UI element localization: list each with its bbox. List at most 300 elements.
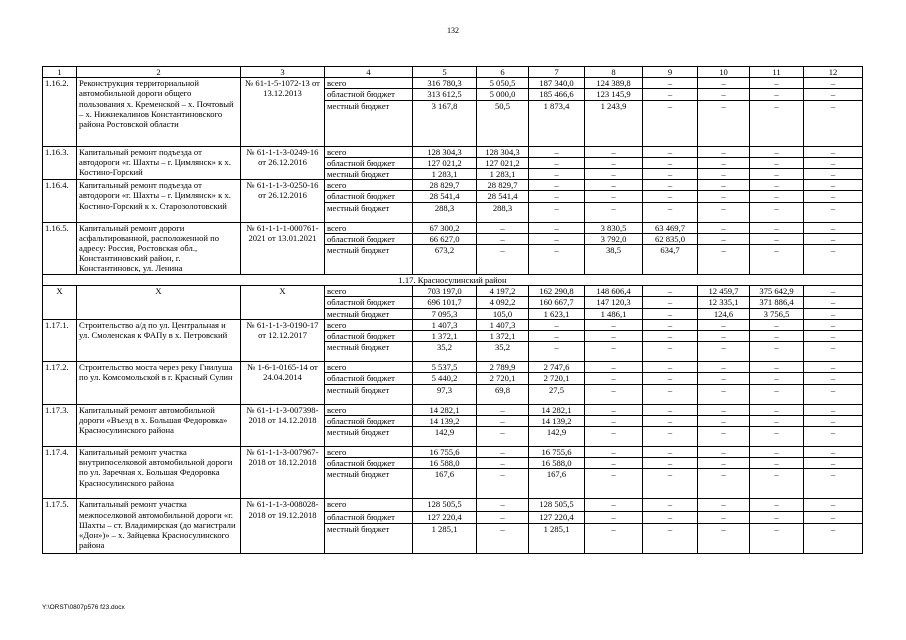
table-row [43,146,863,157]
amount-cell: 127 220,4 [529,512,585,523]
amount-cell: – [698,458,750,469]
amount-cell: 50,5 [477,100,529,146]
amount-cell: – [804,245,863,275]
header-cell: 3 [241,67,325,78]
amount-cell: – [750,245,804,275]
amount-cell: 16 755,6 [529,447,585,458]
amount-cell: 35,2 [413,342,477,362]
amount-cell: 124,6 [698,308,750,319]
amount-cell: – [643,469,698,499]
amount-cell: 1 285,1 [413,523,477,553]
amount-cell: – [698,447,750,458]
amount-cell: – [750,146,804,157]
row-number: 1.16.4. [43,180,77,222]
amount-cell: – [804,458,863,469]
amount-cell: – [750,447,804,458]
file-path-footer: Y:\ORST\0807p576 f23.docx [42,604,125,611]
amount-cell: – [750,384,804,404]
amount-cell: 3 792,0 [585,233,643,244]
amount-cell: – [698,233,750,244]
amount-cell: – [643,523,698,553]
amount-cell: 1 372,1 [413,331,477,342]
amount-cell: – [804,447,863,458]
funding-source: областной бюджет [325,373,413,384]
amount-cell: – [529,180,585,191]
amount-cell: – [643,362,698,373]
amount-cell: 66 627,0 [413,233,477,244]
table-row [43,499,863,512]
amount-cell: – [804,404,863,415]
document-ref: № 61-1-1-3-0250-16 от 26.12.2016 [241,180,325,222]
amount-cell: 127 220,4 [413,512,477,523]
amount-cell: 2 789,9 [477,362,529,373]
header-cell: 5 [413,67,477,78]
amount-cell: – [804,169,863,180]
amount-cell: 35,2 [477,342,529,362]
funding-source: всего [325,447,413,458]
amount-cell: 1 407,3 [477,319,529,330]
amount-cell: 16 755,6 [413,447,477,458]
amount-cell: 187 340,0 [529,78,585,89]
amount-cell: – [585,362,643,373]
amount-cell: – [643,286,698,297]
amount-cell: – [698,146,750,157]
amount-cell: – [585,469,643,499]
amount-cell: 148 606,4 [585,286,643,297]
header-cell: 2 [77,67,241,78]
amount-cell: – [698,469,750,499]
object-name: Реконструкция территориальной автомобильной дороги общего пользования х. Кременской – х. Почтовый – х. Нижнекалинов Константиновского района Ростовской области [77,78,241,146]
amount-cell: – [585,447,643,458]
amount-cell: – [750,180,804,191]
amount-cell: – [698,373,750,384]
amount-cell: – [698,245,750,275]
funding-source: всего [325,319,413,330]
amount-cell: – [750,404,804,415]
amount-cell: 1 243,9 [585,100,643,146]
section-total-x-doc: Х [241,286,325,320]
amount-cell: – [698,191,750,202]
object-name: Капитальный ремонт участка внутрипоселковой автомобильной дороги по ул. Заречная х. Большая Федоровка Красносулинского района [77,447,241,499]
document-ref: № 61-1-1-3-007967-2018 от 18.12.2018 [241,447,325,499]
amount-cell: 160 667,7 [529,297,585,308]
amount-cell: – [529,157,585,168]
amount-cell: 5 050,5 [477,78,529,89]
amount-cell: – [643,499,698,512]
amount-cell: – [585,373,643,384]
document-ref: № 61-1-5-1072-13 от 13.12.2013 [241,78,325,146]
amount-cell: 97,3 [413,384,477,404]
amount-cell: 14 139,2 [413,415,477,426]
amount-cell: 14 282,1 [529,404,585,415]
row-number: 1.17.5. [43,499,77,553]
object-name: Строительство а/д по ул. Центральная и ул. Смоленская к ФАПу в х. Петровский [77,319,241,361]
amount-cell: – [698,169,750,180]
amount-cell: – [477,404,529,415]
budget-table [42,66,863,554]
amount-cell: – [804,180,863,191]
amount-cell: – [643,157,698,168]
amount-cell: – [529,169,585,180]
amount-cell: – [804,512,863,523]
amount-cell: 128 304,3 [413,146,477,157]
funding-source: областной бюджет [325,512,413,523]
amount-cell: 127 021,2 [477,157,529,168]
section-total-x-id: Х [43,286,77,320]
funding-source: местный бюджет [325,202,413,222]
amount-cell: – [643,297,698,308]
amount-cell: 128 505,5 [529,499,585,512]
object-name: Капитальный ремонт автомобильной дороги «Въезд в х. Большая Федоровка» Красносулинского района [77,404,241,446]
header-cell: 6 [477,67,529,78]
amount-cell: – [804,89,863,100]
amount-cell: – [750,362,804,373]
amount-cell: 5 537,5 [413,362,477,373]
amount-cell: – [750,191,804,202]
amount-cell: – [643,146,698,157]
funding-source: областной бюджет [325,331,413,342]
amount-cell: 634,7 [643,245,698,275]
amount-cell: – [804,319,863,330]
amount-cell: – [698,427,750,447]
amount-cell: – [698,342,750,362]
amount-cell: – [585,384,643,404]
amount-cell: – [804,427,863,447]
funding-source: местный бюджет [325,169,413,180]
row-number: 1.17.1. [43,319,77,361]
amount-cell: – [643,308,698,319]
amount-cell: 1 486,1 [585,308,643,319]
amount-cell: 128 304,3 [477,146,529,157]
amount-cell: – [477,499,529,512]
amount-cell: – [804,415,863,426]
amount-cell: 375 642,9 [750,286,804,297]
amount-cell: 162 290,8 [529,286,585,297]
amount-cell: 1 283,1 [477,169,529,180]
funding-source: областной бюджет [325,233,413,244]
amount-cell: 703 197,0 [413,286,477,297]
funding-source: областной бюджет [325,157,413,168]
funding-source: областной бюджет [325,89,413,100]
amount-cell: – [698,100,750,146]
amount-cell: 142,9 [413,427,477,447]
amount-cell: – [585,427,643,447]
amount-cell: 1 372,1 [477,331,529,342]
amount-cell: 142,9 [529,427,585,447]
amount-cell: – [750,169,804,180]
amount-cell: – [643,202,698,222]
amount-cell: – [698,331,750,342]
amount-cell: – [643,404,698,415]
table-row [43,404,863,415]
funding-source: всего [325,78,413,89]
amount-cell: – [585,180,643,191]
amount-cell: – [585,169,643,180]
amount-cell: – [643,78,698,89]
document-ref: № 61-1-1-3-007398-2018 от 14.12.2018 [241,404,325,446]
amount-cell: – [750,342,804,362]
amount-cell: – [698,523,750,553]
amount-cell: – [477,233,529,244]
amount-cell: – [698,319,750,330]
amount-cell: – [585,331,643,342]
funding-source: всего [325,286,413,297]
amount-cell: 167,6 [413,469,477,499]
amount-cell: – [585,342,643,362]
header-cell: 7 [529,67,585,78]
amount-cell: 5 000,0 [477,89,529,100]
row-number: 1.17.2. [43,362,77,404]
amount-cell: – [804,499,863,512]
row-number: 1.16.2. [43,78,77,146]
amount-cell: – [750,427,804,447]
funding-source: областной бюджет [325,415,413,426]
amount-cell: 128 505,5 [413,499,477,512]
amount-cell: – [477,427,529,447]
amount-cell: – [750,458,804,469]
table-row [43,362,863,373]
amount-cell: 5 440,2 [413,373,477,384]
amount-cell: – [698,180,750,191]
amount-cell: – [698,202,750,222]
amount-cell: 124 389,8 [585,78,643,89]
amount-cell: – [804,331,863,342]
table-row [43,319,863,330]
funding-source: областной бюджет [325,191,413,202]
amount-cell: 3 167,8 [413,100,477,146]
document-ref: № 1-6-1-0165-14 от 24.04.2014 [241,362,325,404]
amount-cell: – [477,447,529,458]
amount-cell: – [804,146,863,157]
amount-cell: – [804,308,863,319]
amount-cell: 28 829,7 [477,180,529,191]
table-row [43,180,863,191]
amount-cell: – [698,415,750,426]
object-name: Капитальный ремонт дороги асфальтированной, расположенной по адресу: Россия, Ростовская обл., Константиновский район, г. Константиновск, ул. Ленина [77,222,241,274]
amount-cell: – [750,512,804,523]
amount-cell: 3 756,5 [750,308,804,319]
amount-cell: – [529,342,585,362]
funding-source: местный бюджет [325,469,413,499]
amount-cell: 127 021,2 [413,157,477,168]
amount-cell: – [804,233,863,244]
amount-cell: – [698,157,750,168]
funding-source: всего [325,180,413,191]
amount-cell: 62 835,0 [643,233,698,244]
funding-source: областной бюджет [325,458,413,469]
object-name: Капитальный ремонт участка межпоселковой автомобильной дороги «г. Шахты – ст. Владимирская (до магистрали «Дон»)» – х. Зайцевка Красносулинского района [77,499,241,553]
funding-source: всего [325,362,413,373]
amount-cell: 4 197,2 [477,286,529,297]
amount-cell: – [477,523,529,553]
amount-cell: 696 101,7 [413,297,477,308]
amount-cell: 12 335,1 [698,297,750,308]
funding-source: всего [325,146,413,157]
funding-source: всего [325,404,413,415]
amount-cell: – [643,512,698,523]
amount-cell: 12 459,7 [698,286,750,297]
amount-cell: 105,0 [477,308,529,319]
amount-cell: – [529,245,585,275]
amount-cell: – [804,469,863,499]
funding-source: местный бюджет [325,384,413,404]
amount-cell: 28 829,7 [413,180,477,191]
header-cell: 4 [325,67,413,78]
object-name: Капитальный ремонт подъезда от автодороги «г. Шахты – г. Цимлянск» к х. Костино-Горский к х. Старозолотовский [77,180,241,222]
amount-cell: 4 092,2 [477,297,529,308]
amount-cell: – [529,191,585,202]
document-ref: № 61-1-1-3-0249-16 от 26.12.2016 [241,146,325,180]
amount-cell: 185 466,6 [529,89,585,100]
amount-cell: 2 720,1 [477,373,529,384]
amount-cell: 14 282,1 [413,404,477,415]
object-name: Строительство моста через реку Гнилуша по ул. Комсомольской в г. Красный Сулин [77,362,241,404]
amount-cell: – [477,512,529,523]
amount-cell: – [698,499,750,512]
amount-cell: – [477,415,529,426]
section-title-row [43,275,863,286]
funding-source: местный бюджет [325,245,413,275]
row-number: 1.17.4. [43,447,77,499]
funding-source: местный бюджет [325,100,413,146]
amount-cell: 7 095,3 [413,308,477,319]
amount-cell: 313 612,5 [413,89,477,100]
section-total-row [43,286,863,297]
amount-cell: 288,3 [413,202,477,222]
amount-cell: 371 886,4 [750,297,804,308]
amount-cell: – [750,319,804,330]
amount-cell: – [698,512,750,523]
amount-cell: 16 588,0 [529,458,585,469]
amount-cell: – [804,157,863,168]
header-row [43,67,863,78]
amount-cell: 147 120,3 [585,297,643,308]
amount-cell: – [585,523,643,553]
amount-cell: – [585,404,643,415]
header-cell: 10 [698,67,750,78]
amount-cell: – [529,202,585,222]
amount-cell: – [643,319,698,330]
amount-cell: – [585,499,643,512]
amount-cell: – [750,100,804,146]
amount-cell: 288,3 [477,202,529,222]
object-name: Капитальный ремонт подъезда от автодороги «г. Шахты – г. Цимлянск» к х. Костино-Горский [77,146,241,180]
amount-cell: – [750,157,804,168]
amount-cell: 69,8 [477,384,529,404]
amount-cell: 2 720,1 [529,373,585,384]
amount-cell: – [698,384,750,404]
amount-cell: – [804,362,863,373]
amount-cell: 28 541,4 [477,191,529,202]
funding-source: местный бюджет [325,523,413,553]
header-cell: 9 [643,67,698,78]
amount-cell: – [643,89,698,100]
amount-cell: – [643,180,698,191]
amount-cell: – [750,89,804,100]
amount-cell: – [698,362,750,373]
amount-cell: – [750,523,804,553]
section-title: 1.17. Красносулинский район [43,275,863,286]
amount-cell: – [804,523,863,553]
amount-cell: – [529,233,585,244]
funding-source: местный бюджет [325,427,413,447]
amount-cell: 1 283,1 [413,169,477,180]
amount-cell: 1 285,1 [529,523,585,553]
amount-cell: 673,2 [413,245,477,275]
amount-cell: – [643,169,698,180]
amount-cell: – [643,415,698,426]
amount-cell: – [750,233,804,244]
header-cell: 11 [750,67,804,78]
amount-cell: – [750,202,804,222]
amount-cell: – [804,191,863,202]
amount-cell: 63 469,7 [643,222,698,233]
page-number: 132 [447,26,459,35]
table-row [43,447,863,458]
amount-cell: – [529,319,585,330]
amount-cell: 2 747,6 [529,362,585,373]
amount-cell: – [585,319,643,330]
amount-cell: – [477,222,529,233]
amount-cell: – [750,78,804,89]
amount-cell: – [804,286,863,297]
amount-cell: – [643,331,698,342]
amount-cell: 1 623,1 [529,308,585,319]
amount-cell: 14 139,2 [529,415,585,426]
amount-cell: – [804,78,863,89]
amount-cell: 67 300,2 [413,222,477,233]
amount-cell: – [643,373,698,384]
amount-cell: – [698,78,750,89]
amount-cell: – [585,458,643,469]
table-row [43,222,863,233]
header-cell: 8 [585,67,643,78]
section-total-x-name: Х [77,286,241,320]
amount-cell: – [529,146,585,157]
amount-cell: – [585,191,643,202]
amount-cell: – [750,469,804,499]
amount-cell: – [804,342,863,362]
amount-cell: – [804,373,863,384]
amount-cell: – [698,222,750,233]
amount-cell: 27,5 [529,384,585,404]
amount-cell: – [585,512,643,523]
funding-source: местный бюджет [325,342,413,362]
amount-cell: – [477,458,529,469]
amount-cell: 316 780,3 [413,78,477,89]
amount-cell: – [529,222,585,233]
amount-cell: – [750,415,804,426]
amount-cell: – [643,447,698,458]
amount-cell: – [477,245,529,275]
document-ref: № 61-1-1-3-0190-17 от 12.12.2017 [241,319,325,361]
row-number: 1.17.3. [43,404,77,446]
amount-cell: – [698,89,750,100]
amount-cell: – [750,222,804,233]
amount-cell: – [804,384,863,404]
amount-cell: 167,6 [529,469,585,499]
amount-cell: – [643,191,698,202]
amount-cell: – [585,415,643,426]
table-row [43,78,863,89]
amount-cell: – [804,297,863,308]
amount-cell: 28 541,4 [413,191,477,202]
amount-cell: – [585,146,643,157]
amount-cell: 16 588,0 [413,458,477,469]
document-ref: № 61-1-1-1-000761-2021 от 13.01.2021 [241,222,325,274]
amount-cell: – [750,373,804,384]
funding-source: всего [325,499,413,512]
